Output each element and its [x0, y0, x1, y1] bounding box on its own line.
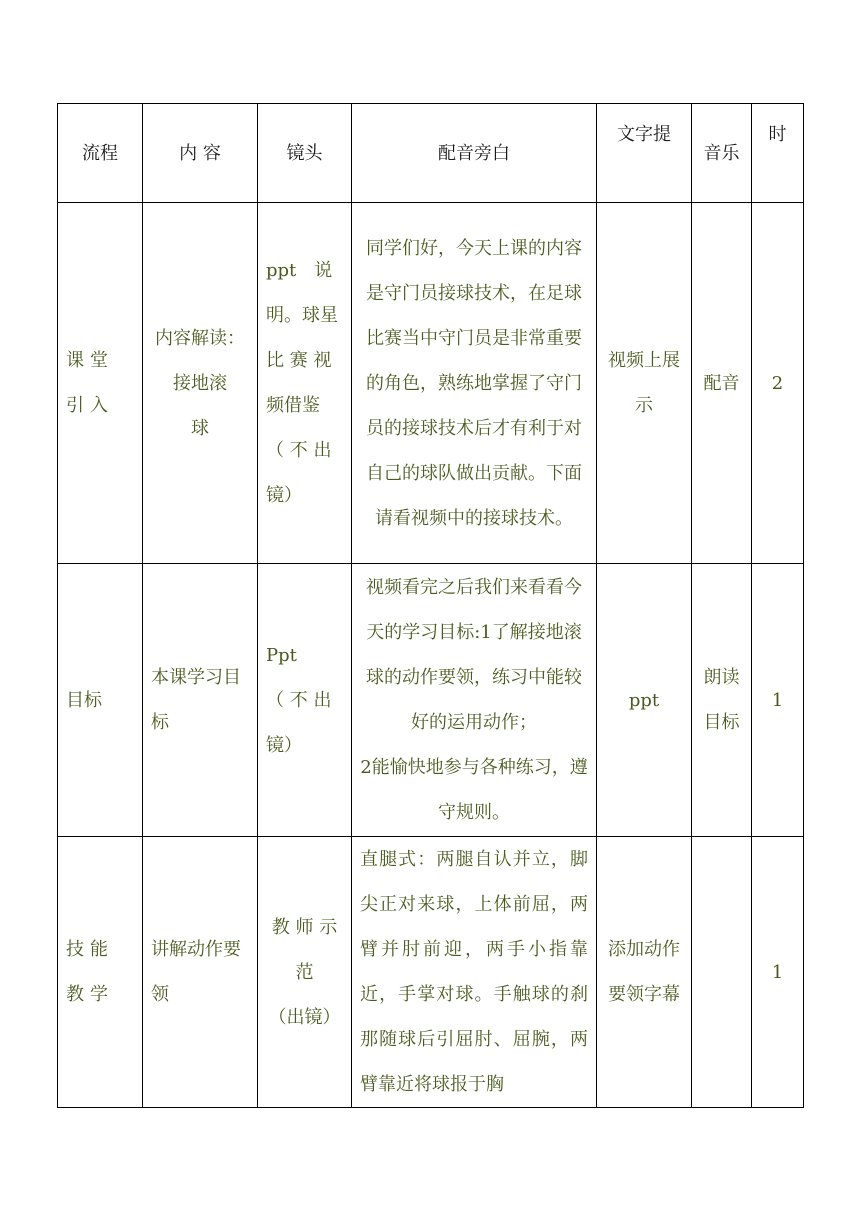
- header-content: 内 容: [143, 104, 258, 203]
- cell-content: 本课学习目标: [143, 564, 258, 837]
- cell-time: 1: [752, 837, 804, 1108]
- narration-line: 2能愉快地参与各种练习，遵守规则。: [360, 757, 588, 823]
- narration-line: 视频看完之后我们来看看今天的学习目标:1了解接地滚球的动作要领，练习中能较好的运用动作；: [366, 577, 582, 733]
- cell-content: [143, 203, 258, 564]
- header-shot: 镜头: [258, 104, 352, 203]
- header-row: [58, 104, 804, 203]
- shot-line: 教 师 示: [271, 916, 338, 938]
- cell-process: 技能教学: [58, 837, 143, 1108]
- header-text-hint: 文字提: [597, 104, 692, 203]
- shot-line: 镜）: [266, 734, 302, 756]
- content-line: 球: [191, 417, 209, 439]
- content-line: 内容解读：: [155, 327, 245, 349]
- cell-narration: [352, 564, 597, 837]
- header-process: 流程: [58, 104, 143, 203]
- shot-line: Ppt: [266, 644, 297, 666]
- table-row: [58, 203, 804, 564]
- cell-text-hint: ppt: [597, 564, 692, 837]
- cell-narration: 直腿式：两腿自认并立，脚尖正对来球，上体前屈，两臂并肘前迎，两手小指靠近，手掌对球。手触球的刹那随球后引屈肘、屈腕，两臂靠近将球报于胸: [352, 837, 597, 1108]
- shot-line: （ 不 出: [266, 689, 332, 711]
- cell-shot: [258, 564, 352, 837]
- shot-line: 比 赛 视: [266, 350, 332, 371]
- cell-music: 朗读目标: [692, 564, 752, 837]
- cell-music: [692, 837, 752, 1108]
- cell-shot: [258, 837, 352, 1108]
- shot-line: 镜）: [266, 485, 302, 506]
- header-time: 时: [752, 104, 804, 203]
- shot-line: 范: [295, 961, 314, 983]
- shot-line: （出镜）: [268, 1006, 341, 1028]
- cell-process: 课堂引入: [58, 203, 143, 564]
- table-row: [58, 564, 804, 837]
- cell-process: 目标: [58, 564, 143, 837]
- table-row: [58, 837, 804, 1108]
- shot-line: （ 不 出: [266, 440, 332, 461]
- cell-time: 2: [752, 203, 804, 564]
- header-narration: 配音旁白: [352, 104, 597, 203]
- shot-line: ppt 说: [266, 260, 333, 281]
- content-line: 接地滚: [173, 372, 227, 394]
- shot-line: 明。球星: [266, 305, 338, 326]
- cell-content: 讲解动作要领: [143, 837, 258, 1108]
- cell-narration: 同学们好，今天上课的内容是守门员接球技术，在足球比赛当中守门员是非常重要的角色，熟练地掌握了守门员的接球技术后才有利于对自己的球队做出贡献。下面请看视频中的接球技术。: [352, 203, 597, 564]
- cell-music: 配音: [692, 203, 752, 564]
- cell-text-hint: 视频上展示: [597, 203, 692, 564]
- storyboard-table: [57, 103, 804, 1108]
- header-music: 音乐: [692, 104, 752, 203]
- cell-time: 1: [752, 564, 804, 837]
- shot-line: 频借鉴: [266, 395, 320, 416]
- cell-text-hint: 添加动作要领字幕: [597, 837, 692, 1108]
- cell-shot: [258, 203, 352, 564]
